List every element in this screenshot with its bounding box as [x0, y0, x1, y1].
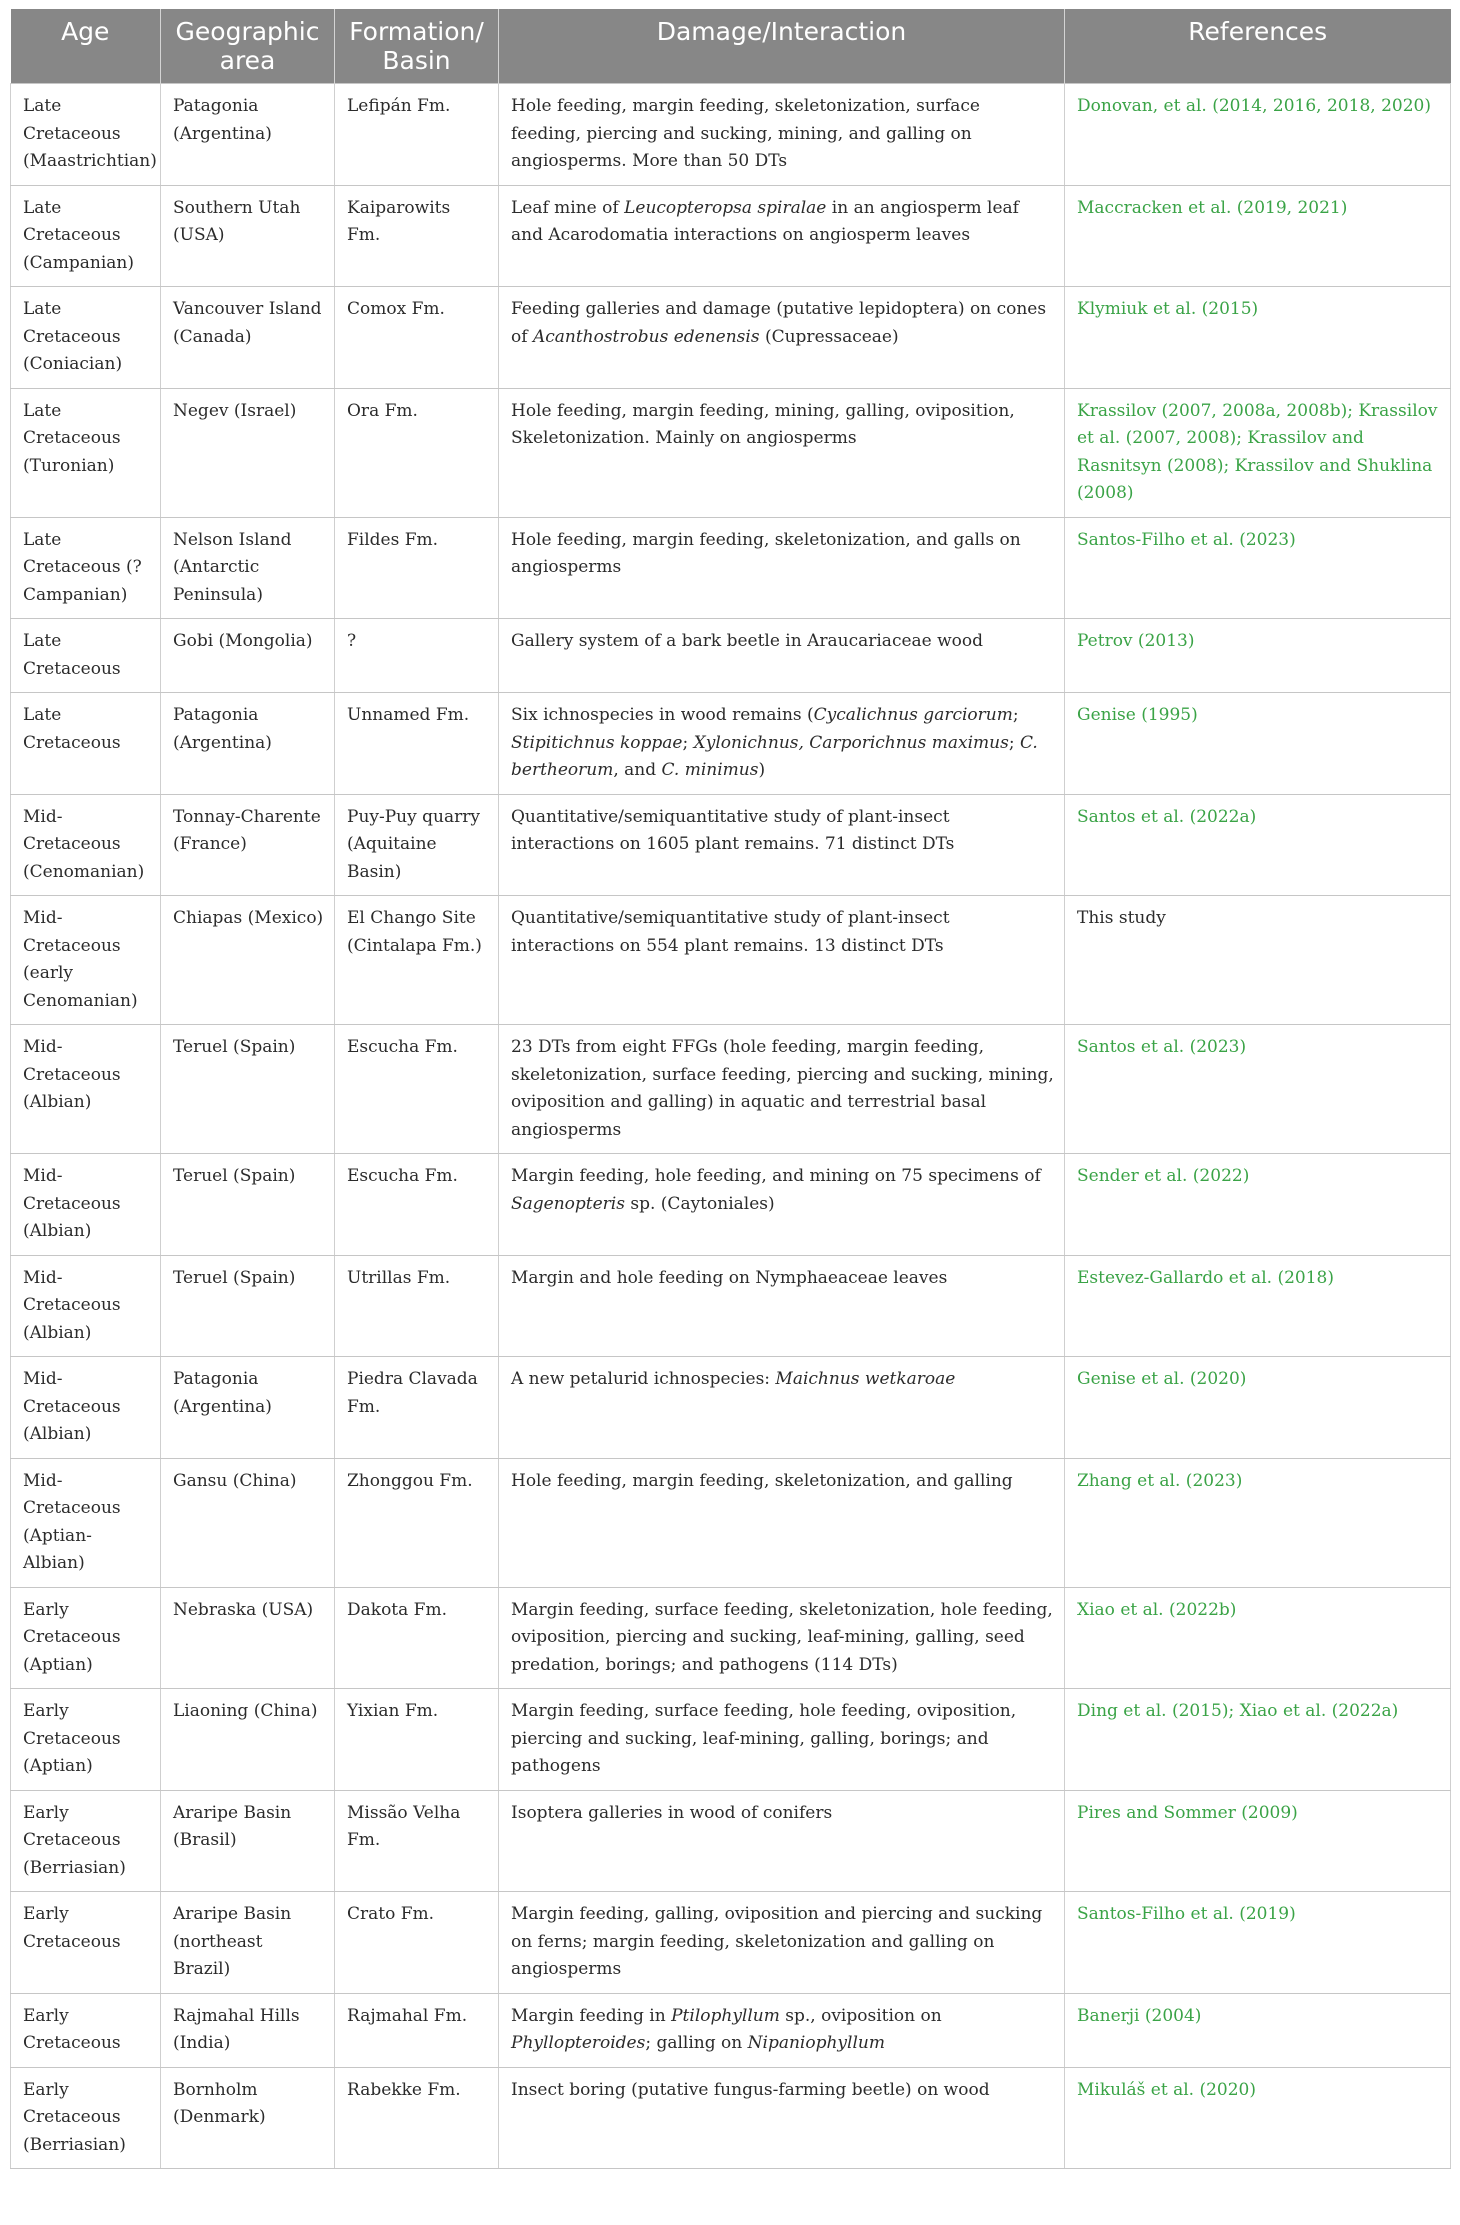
cell-references[interactable]: This study	[1065, 896, 1451, 1025]
cell-damage-interaction: Margin feeding, hole feeding, and mining on 75 specimens of Sagenopteris sp. (Caytoniales)	[499, 1154, 1065, 1256]
cell-formation: Comox Fm.	[335, 287, 499, 389]
table-row	[11, 287, 1451, 389]
cell-references[interactable]: Zhang et al. (2023)	[1065, 1458, 1451, 1587]
cell-age: Early Cretaceous (Aptian)	[11, 1587, 161, 1689]
header-references: References	[1065, 9, 1451, 84]
cell-references[interactable]: Sender et al. (2022)	[1065, 1154, 1451, 1256]
cell-age: Mid-Cretaceous (Albian)	[11, 1154, 161, 1256]
cell-age: Late Cretaceous (Coniacian)	[11, 287, 161, 389]
table-row	[11, 896, 1451, 1025]
cell-damage-interaction: Insect boring (putative fungus-farming beetle) on wood	[499, 2067, 1065, 2169]
cell-geographic-area: Patagonia (Argentina)	[161, 693, 335, 795]
cell-age: Late Cretaceous (Turonian)	[11, 388, 161, 517]
cell-damage-interaction: A new petalurid ichnospecies: Maichnus wetkaroae	[499, 1357, 1065, 1459]
cell-damage-interaction: Gallery system of a bark beetle in Araucariaceae wood	[499, 619, 1065, 693]
cell-age: Early Cretaceous (Berriasian)	[11, 2067, 161, 2169]
cell-references[interactable]: Mikuláš et al. (2020)	[1065, 2067, 1451, 2169]
cell-age: Mid-Cretaceous (Aptian-Albian)	[11, 1458, 161, 1587]
cell-geographic-area: Patagonia (Argentina)	[161, 1357, 335, 1459]
table-row	[11, 517, 1451, 619]
cell-damage-interaction: Isoptera galleries in wood of conifers	[499, 1790, 1065, 1892]
table-header	[11, 9, 1451, 84]
table-row	[11, 84, 1451, 186]
cell-geographic-area: Teruel (Spain)	[161, 1255, 335, 1357]
header-row	[11, 9, 1451, 84]
cell-age: Mid-Cretaceous (Albian)	[11, 1025, 161, 1154]
cell-damage-interaction: Quantitative/semiquantitative study of plant-insect interactions on 554 plant remains. 13 distinct DTs	[499, 896, 1065, 1025]
cell-formation: Escucha Fm.	[335, 1025, 499, 1154]
cell-damage-interaction: Hole feeding, margin feeding, skeletonization, and galls on angiosperms	[499, 517, 1065, 619]
cell-age: Late Cretaceous	[11, 693, 161, 795]
cell-geographic-area: Chiapas (Mexico)	[161, 896, 335, 1025]
cell-geographic-area: Gansu (China)	[161, 1458, 335, 1587]
table-row	[11, 1993, 1451, 2067]
cell-damage-interaction: Feeding galleries and damage (putative lepidoptera) on cones of Acanthostrobus edenensis (Cupressaceae)	[499, 287, 1065, 389]
cell-formation: Escucha Fm.	[335, 1154, 499, 1256]
cell-references[interactable]: Xiao et al. (2022b)	[1065, 1587, 1451, 1689]
table-row	[11, 185, 1451, 287]
table-row	[11, 1255, 1451, 1357]
cell-formation: Fildes Fm.	[335, 517, 499, 619]
cell-formation: Yixian Fm.	[335, 1689, 499, 1791]
cell-formation: Ora Fm.	[335, 388, 499, 517]
cell-age: Late Cretaceous (Maastrichtian)	[11, 84, 161, 186]
cell-formation: Dakota Fm.	[335, 1587, 499, 1689]
cell-formation: Rabekke Fm.	[335, 2067, 499, 2169]
cell-damage-interaction: Leaf mine of Leucopteropsa spiralae in an angiosperm leaf and Acarodomatia interactions on angiosperm leaves	[499, 185, 1065, 287]
cell-geographic-area: Teruel (Spain)	[161, 1154, 335, 1256]
cell-damage-interaction: Six ichnospecies in wood remains (Cycalichnus garciorum; Stipitichnus koppae; Xylonichnus, Carporichnus maximus; C. bertheorum, and C. minimus)	[499, 693, 1065, 795]
cell-damage-interaction: Margin and hole feeding on Nymphaeaceae leaves	[499, 1255, 1065, 1357]
header-formation-basin: Formation/ Basin	[335, 9, 499, 84]
cell-references[interactable]: Genise et al. (2020)	[1065, 1357, 1451, 1459]
cell-formation: Kaiparowits Fm.	[335, 185, 499, 287]
table-row	[11, 1892, 1451, 1994]
cell-formation: Lefipán Fm.	[335, 84, 499, 186]
cell-references[interactable]: Klymiuk et al. (2015)	[1065, 287, 1451, 389]
cell-damage-interaction: Margin feeding, surface feeding, skeletonization, hole feeding, oviposition, piercing and sucking, leaf-mining, galling, seed predation, borings; and pathogens (114 DTs)	[499, 1587, 1065, 1689]
cell-references[interactable]: Estevez-Gallardo et al. (2018)	[1065, 1255, 1451, 1357]
cell-geographic-area: Liaoning (China)	[161, 1689, 335, 1791]
table-row	[11, 794, 1451, 896]
cell-formation: El Chango Site (Cintalapa Fm.)	[335, 896, 499, 1025]
data-table	[10, 9, 1451, 2169]
cell-formation: Missão Velha Fm.	[335, 1790, 499, 1892]
cell-age: Mid-Cretaceous (Cenomanian)	[11, 794, 161, 896]
table-row	[11, 1154, 1451, 1256]
cell-geographic-area: Tonnay-Charente (France)	[161, 794, 335, 896]
cell-geographic-area: Negev (Israel)	[161, 388, 335, 517]
cell-references[interactable]: Banerji (2004)	[1065, 1993, 1451, 2067]
cell-age: Mid-Cretaceous (Albian)	[11, 1357, 161, 1459]
cell-age: Early Cretaceous (Berriasian)	[11, 1790, 161, 1892]
cell-damage-interaction: Margin feeding in Ptilophyllum sp., oviposition on Phyllopteroides; galling on Nipaniophyllum	[499, 1993, 1065, 2067]
cell-geographic-area: Nelson Island (Antarctic Peninsula)	[161, 517, 335, 619]
table-row	[11, 693, 1451, 795]
cell-references[interactable]: Krassilov (2007, 2008a, 2008b); Krassilov et al. (2007, 2008); Krassilov and Rasnitsyn (2008); Krassilov and Shuklina (2008)	[1065, 388, 1451, 517]
cell-references[interactable]: Ding et al. (2015); Xiao et al. (2022a)	[1065, 1689, 1451, 1791]
table-row	[11, 1458, 1451, 1587]
table-row	[11, 1587, 1451, 1689]
cell-age: Early Cretaceous	[11, 1892, 161, 1994]
cell-references[interactable]: Donovan, et al. (2014, 2016, 2018, 2020)	[1065, 84, 1451, 186]
cell-age: Mid-Cretaceous (early Cenomanian)	[11, 896, 161, 1025]
cell-references[interactable]: Petrov (2013)	[1065, 619, 1451, 693]
header-damage-interaction: Damage/Interaction	[499, 9, 1065, 84]
table-body	[11, 84, 1451, 2169]
cell-geographic-area: Araripe Basin (northeast Brazil)	[161, 1892, 335, 1994]
cell-age: Late Cretaceous (?Campanian)	[11, 517, 161, 619]
table-row	[11, 1790, 1451, 1892]
cell-damage-interaction: Hole feeding, margin feeding, mining, galling, oviposition, Skeletonization. Mainly on angiosperms	[499, 388, 1065, 517]
table-row	[11, 1689, 1451, 1791]
cell-damage-interaction: Margin feeding, galling, oviposition and piercing and sucking on ferns; margin feeding, skeletonization and galling on angiosperms	[499, 1892, 1065, 1994]
cell-age: Mid-Cretaceous (Albian)	[11, 1255, 161, 1357]
header-geographic-area: Geographic area	[161, 9, 335, 84]
table-row	[11, 1025, 1451, 1154]
table-row	[11, 2067, 1451, 2169]
cell-references[interactable]: Santos et al. (2022a)	[1065, 794, 1451, 896]
header-age: Age	[11, 9, 161, 84]
cell-formation: Crato Fm.	[335, 1892, 499, 1994]
cell-references[interactable]: Pires and Sommer (2009)	[1065, 1790, 1451, 1892]
cell-formation: Rajmahal Fm.	[335, 1993, 499, 2067]
cell-formation: Puy-Puy quarry (Aquitaine Basin)	[335, 794, 499, 896]
cell-references[interactable]: Santos-Filho et al. (2019)	[1065, 1892, 1451, 1994]
table-row	[11, 388, 1451, 517]
cell-geographic-area: Teruel (Spain)	[161, 1025, 335, 1154]
cell-formation: Zhonggou Fm.	[335, 1458, 499, 1587]
cell-geographic-area: Rajmahal Hills (India)	[161, 1993, 335, 2067]
cell-references[interactable]: Maccracken et al. (2019, 2021)	[1065, 185, 1451, 287]
table-row	[11, 1357, 1451, 1459]
cell-damage-interaction: Quantitative/semiquantitative study of plant-insect interactions on 1605 plant remains. 71 distinct DTs	[499, 794, 1065, 896]
cell-formation: Utrillas Fm.	[335, 1255, 499, 1357]
cell-formation: Piedra Clavada Fm.	[335, 1357, 499, 1459]
cell-geographic-area: Gobi (Mongolia)	[161, 619, 335, 693]
cell-age: Early Cretaceous	[11, 1993, 161, 2067]
cell-geographic-area: Patagonia (Argentina)	[161, 84, 335, 186]
cell-geographic-area: Araripe Basin (Brasil)	[161, 1790, 335, 1892]
cell-geographic-area: Vancouver Island (Canada)	[161, 287, 335, 389]
cell-geographic-area: Bornholm (Denmark)	[161, 2067, 335, 2169]
cell-geographic-area: Nebraska (USA)	[161, 1587, 335, 1689]
cell-references[interactable]: Santos-Filho et al. (2023)	[1065, 517, 1451, 619]
cell-references[interactable]: Santos et al. (2023)	[1065, 1025, 1451, 1154]
table-row	[11, 619, 1451, 693]
cell-age: Early Cretaceous (Aptian)	[11, 1689, 161, 1791]
cell-geographic-area: Southern Utah (USA)	[161, 185, 335, 287]
cell-damage-interaction: Hole feeding, margin feeding, skeletonization, surface feeding, piercing and sucking, mining, and galling on angiosperms. More than 50 DTs	[499, 84, 1065, 186]
cell-damage-interaction: 23 DTs from eight FFGs (hole feeding, margin feeding, skeletonization, surface feeding, piercing and sucking, mining, oviposition and galling) in aquatic and terrestrial basal angiosperms	[499, 1025, 1065, 1154]
cell-age: Late Cretaceous	[11, 619, 161, 693]
cell-formation: ?	[335, 619, 499, 693]
cell-formation: Unnamed Fm.	[335, 693, 499, 795]
cell-damage-interaction: Margin feeding, surface feeding, hole feeding, oviposition, piercing and sucking, leaf-mining, galling, borings; and pathogens	[499, 1689, 1065, 1791]
cell-damage-interaction: Hole feeding, margin feeding, skeletonization, and galling	[499, 1458, 1065, 1587]
cell-age: Late Cretaceous (Campanian)	[11, 185, 161, 287]
cell-references[interactable]: Genise (1995)	[1065, 693, 1451, 795]
